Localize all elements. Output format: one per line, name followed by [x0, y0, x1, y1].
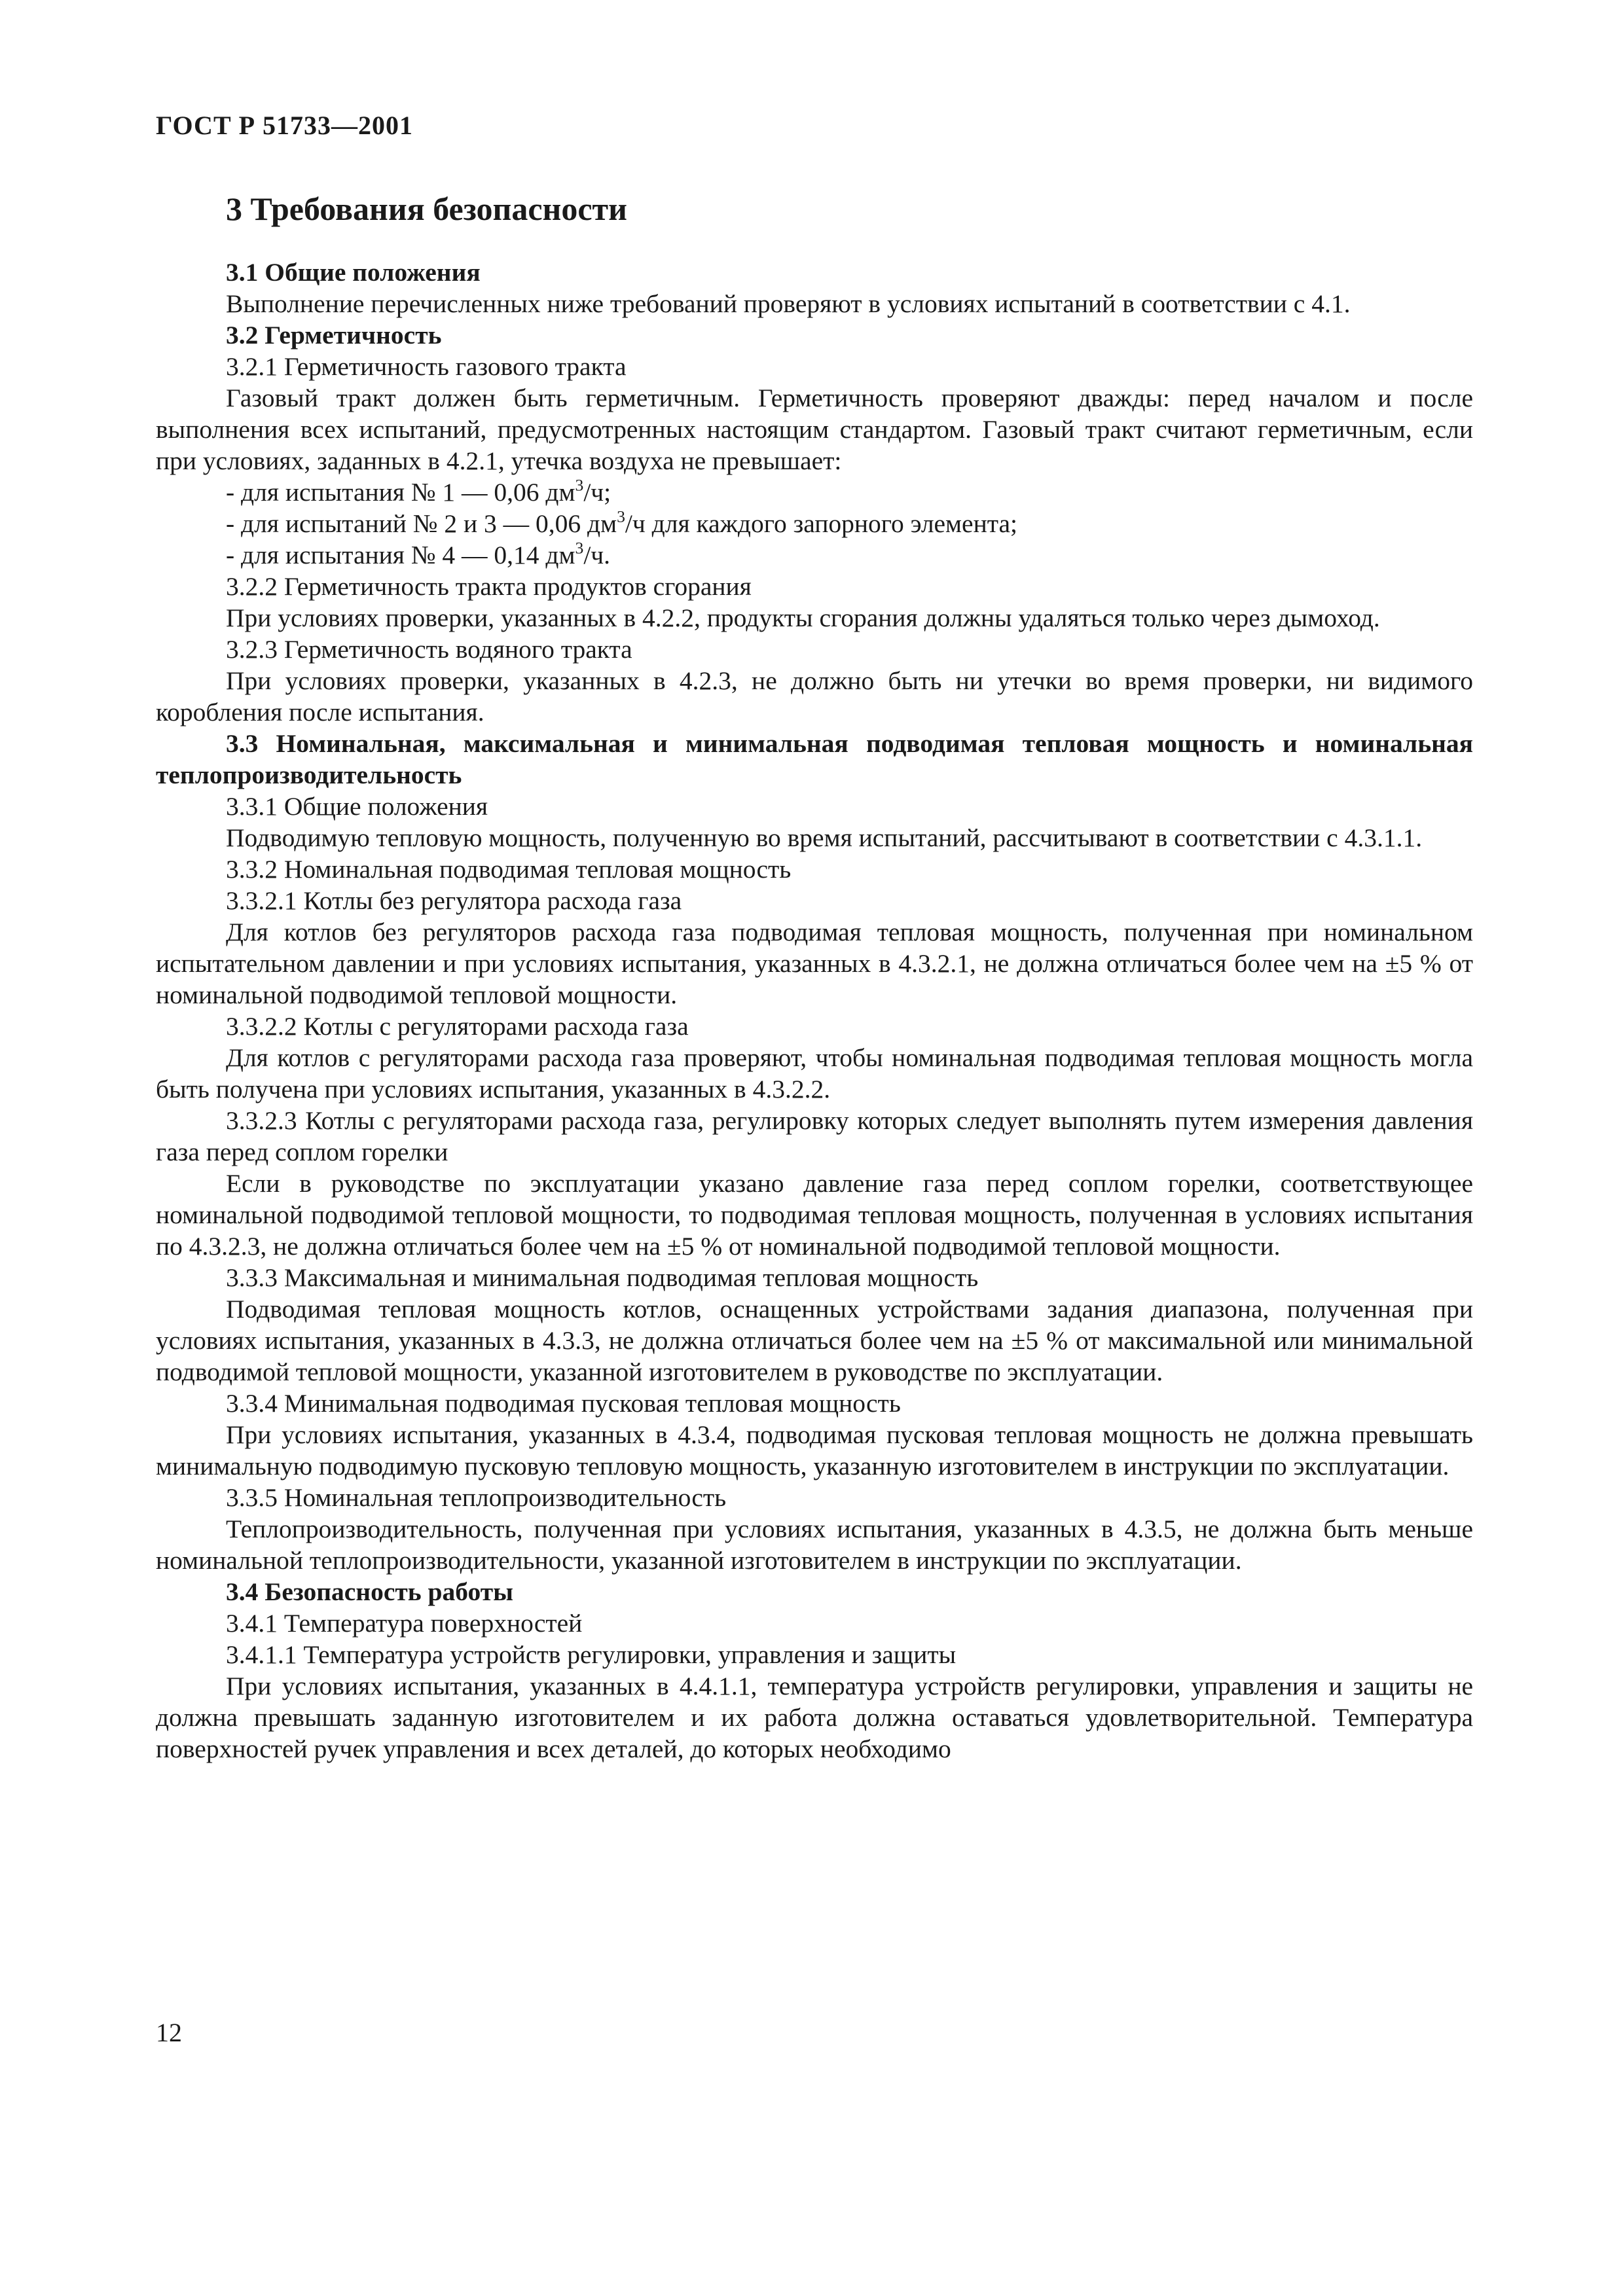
clause-3-3-heading: 3.3 Номинальная, максимальная и минимальная подводимая тепловая мощность и номинальная теплопроизводительность — [156, 729, 1473, 789]
clause-3-3-5-text: Теплопроизводительность, полученная при условиях испытания, указанных в 4.3.5, не должна быть меньше номинальной теплопроизводительности, указанной изготовителем в инструкции по эксплуатации. — [156, 1515, 1473, 1575]
leak-limit-item: - для испытания № 4 — 0,14 $дм^3/ч$. — [226, 538, 611, 569]
clause-3-3-2-heading: 3.3.2 Номинальная подводимая тепловая мощность — [226, 855, 792, 884]
clause-3-3-5-heading: 3.3.5 Номинальная теплопроизводительность — [226, 1483, 727, 1512]
clause-3-3-2-2-heading: 3.3.2.2 Котлы с регуляторами расхода газа — [226, 1012, 689, 1041]
clause-3-2-heading: 3.2 Герметичность — [226, 321, 442, 350]
clause-3-2-3-heading: 3.2.3 Герметичность водяного тракта — [226, 635, 632, 664]
clause-3-3-3-heading: 3.3.3 Максимальная и минимальная подводимая тепловая мощность — [226, 1263, 979, 1292]
clause-3-3-2-1-text: Для котлов без регуляторов расхода газа подводимая тепловая мощность, полученная при номинальном испытательном давлении и при условиях испытания, указанных в 4.3.2.1, не должна отличаться более чем на ±5 % от номинальной подводимой тепловой мощности. — [156, 918, 1473, 1009]
clause-3-3-2-3-text: Если в руководстве по эксплуатации указано давление газа перед соплом горелки, соответствующее номинальной подводимой тепловой мощности, то подводимая тепловая мощность, полученная в условиях испытания по 4.3.2.3, не должна отличаться более чем на ±5 % от номинальной подводимой тепловой мощности. — [156, 1169, 1473, 1261]
clause-3-4-heading: 3.4 Безопасность работы — [226, 1577, 513, 1606]
leak-limit-item: - для испытания № 1 — 0,06 $дм^3/ч$; — [226, 475, 611, 507]
section-title: 3 Требования безопасности — [226, 190, 627, 227]
clause-3-2-1-heading: 3.2.1 Герметичность газового тракта — [226, 352, 627, 381]
clause-3-2-2-heading: 3.2.2 Герметичность тракта продуктов сгорания — [226, 572, 752, 601]
clause-3-3-4-text: При условиях испытания, указанных в 4.3.4, подводимая пусковая тепловая мощность не должна превышать минимальную подводимую пусковую тепловую мощность, указанную изготовителем в инструкции по эксплуатации. — [156, 1420, 1473, 1480]
clause-3-1-heading: 3.1 Общие положения — [226, 258, 481, 287]
clause-3-3-4-heading: 3.3.4 Минимальная подводимая пусковая тепловая мощность — [226, 1389, 901, 1418]
clause-3-2-1-text: Газовый тракт должен быть герметичным. Герметичность проверяют дважды: перед началом и после выполнения всех испытаний, предусмотренных настоящим стандартом. Газовый тракт считают герметичным, если при условиях, заданных в 4.2.1, утечка воздуха не превышает: — [156, 384, 1473, 475]
document-code-header: ГОСТ Р 51733—2001 — [156, 111, 414, 140]
clause-3-3-2-1-heading: 3.3.2.1 Котлы без регулятора расхода газа — [226, 886, 682, 915]
clause-3-4-1-heading: 3.4.1 Температура поверхностей — [226, 1609, 583, 1638]
clause-3-1-text: Выполнение перечисленных ниже требований проверяют в условиях испытаний в соответствии с 4.1. — [226, 289, 1351, 318]
clause-3-3-3-text: Подводимая тепловая мощность котлов, оснащенных устройствами задания диапазона, полученная при условиях испытания, указанных в 4.3.3, не должна отличаться более чем на ±5 % от максимальной или минимальной подводимой тепловой мощности, указанной изготовителем в руководстве по эксплуатации. — [156, 1295, 1473, 1386]
leak-limit-item: - для испытаний № 2 и 3 — 0,06 $дм^3/ч$ для каждого запорного элемента; — [226, 507, 1017, 538]
clause-3-3-1-text: Подводимую тепловую мощность, полученную во время испытаний, рассчитывают в соответствии с 4.3.1.1. — [226, 823, 1423, 852]
document-body — [156, 257, 1473, 1765]
clause-3-4-1-1-text: При условиях испытания, указанных в 4.4.1.1, температура устройств регулировки, управления и защиты не должна превышать заданную изготовителем и их работа должна оставаться удовлетворительной. Температура поверхностей ручек управления и всех деталей, до которых необходимо — [156, 1672, 1473, 1763]
page-number: 12 — [156, 2018, 182, 2047]
clause-3-3-2-2-text: Для котлов с регуляторами расхода газа проверяют, чтобы номинальная подводимая тепловая мощность могла быть получена при условиях испытания, указанных в 4.3.2.2. — [156, 1043, 1473, 1103]
clause-3-2-3-text: При условиях проверки, указанных в 4.2.3, не должно быть ни утечки во время проверки, ни видимого коробления после испытания. — [156, 666, 1473, 726]
clause-3-4-1-1-heading: 3.4.1.1 Температура устройств регулировки, управления и защиты — [226, 1640, 957, 1669]
clause-3-3-2-3-heading: 3.3.2.3 Котлы с регуляторами расхода газа, регулировку которых следует выполнять путем измерения давления газа перед соплом горелки — [156, 1106, 1473, 1166]
clause-3-3-1-heading: 3.3.1 Общие положения — [226, 792, 488, 821]
clause-3-2-2-text: При условиях проверки, указанных в 4.2.2, продукты сгорания должны удаляться только через дымоход. — [226, 603, 1380, 632]
